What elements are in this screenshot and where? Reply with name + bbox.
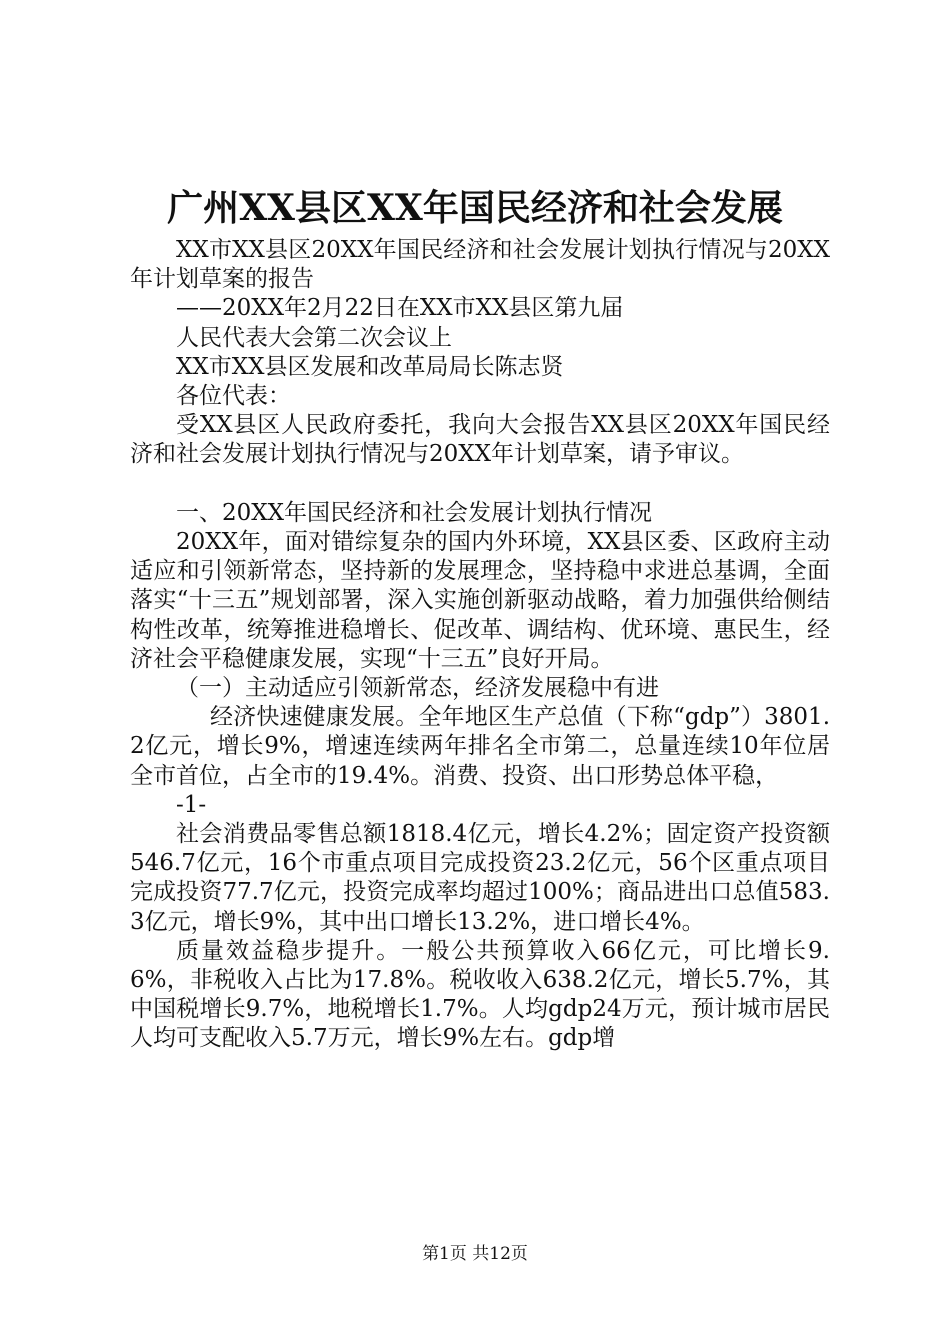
blank-line	[130, 470, 830, 499]
report-subtitle: XX市XX县区20XX年国民经济和社会发展计划执行情况与20XX年计划草案的报告	[130, 237, 830, 293]
section-heading: 一、20XX年国民经济和社会发展计划执行情况	[176, 499, 653, 526]
quality-paragraph: 质量效益稳步提升。一般公共预算收入66亿元，可比增长9.6%，非税收入占比为17.8%。税收收入638.2亿元，增长5.7%，其中国税增长9.7%，地税增长1.7%。人均gdp24万元，预计城市居民人均可支配收入5.7万元，增长9%左右。gdp增	[130, 937, 830, 1052]
economy-paragraph: 经济快速健康发展。全年地区生产总值（下称“gdp”）3801.2亿元，增长9%，增速连续两年排名全市第二，总量连续10年位居全市首位，占全市的19.4%。消费、投资、出口形势总体平稳，	[130, 704, 830, 789]
inline-page-number: -1-	[176, 791, 207, 818]
subsection-heading: （一）主动适应引领新常态，经济发展稳中有进	[176, 675, 659, 702]
salutation: 各位代表：	[176, 383, 291, 410]
overview-paragraph: 20XX年，面对错综复杂的国内外环境，XX县区委、区政府主动适应和引领新常态，坚持新的发展理念，坚持稳中求进总基调，全面落实“十三五”规划部署，深入实施创新驱动战略，着力加强供给侧结构性改革，统筹推进稳增长、促改革、调结构、优环境、惠民生，经济社会平稳健康发展，实现“十三五”良好开局。	[130, 529, 830, 672]
meeting-date-line: ——20XX年2月22日在XX市XX县区第九届	[176, 295, 624, 322]
consumption-paragraph: 社会消费品零售总额1818.4亿元，增长4.2%；固定资产投资额546.7亿元，16个市重点项目完成投资23.2亿元，56个区重点项目完成投资77.7亿元，投资完成率均超过100%；商品进出口总值583.3亿元，增长9%，其中出口增长13.2%，进口增长4%。	[130, 821, 830, 935]
page-footer: 第1页 共12页	[422, 1244, 528, 1264]
document-body	[130, 236, 830, 1054]
meeting-name-line: 人民代表大会第二次会议上	[176, 324, 452, 351]
intro-paragraph: 受XX县区人民政府委托，我向大会报告XX县区20XX年国民经济和社会发展计划执行情况与20XX年计划草案，请予审议。	[130, 412, 830, 468]
speaker-line: XX市XX县区发展和改革局局长陈志贤	[176, 353, 564, 380]
document-title: 广州XX县区XX年国民经济和社会发展	[167, 187, 783, 229]
